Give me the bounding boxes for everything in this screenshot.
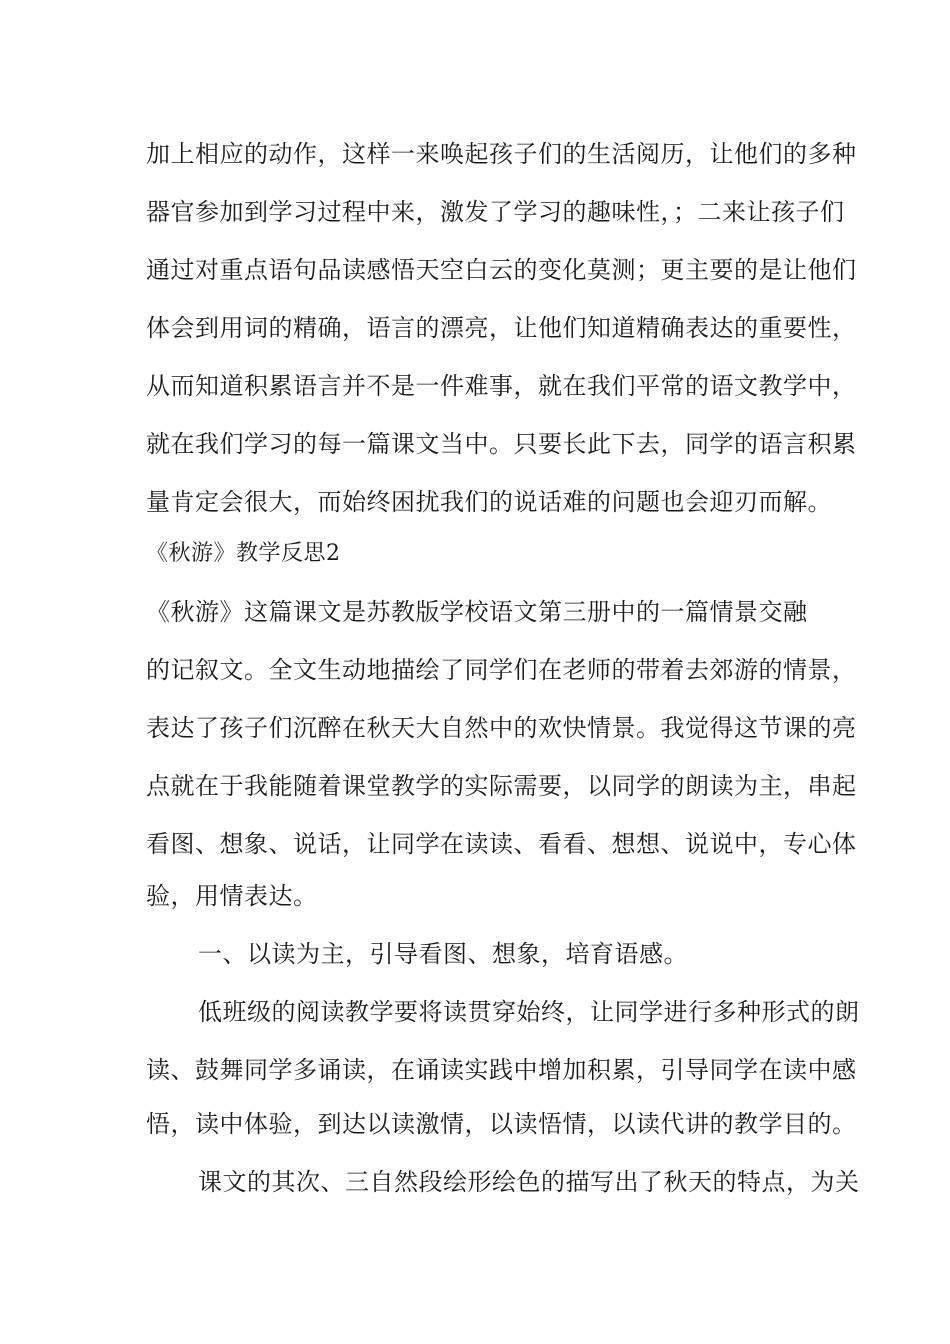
body-text-line: 量肯定会很大，而始终困扰我们的说话难的问题也会迎刃而解。: [146, 488, 832, 516]
section-heading: 《秋游》教学反思2: [146, 541, 341, 566]
body-text-line: 悟，读中体验，到达以读激情，以读悟情，以读代讲的教学目的。: [146, 1110, 857, 1138]
body-text-line: 加上相应的动作，这样一来唤起孩子们的生活阅历，让他们的多种: [146, 140, 857, 168]
body-text-line: 低班级的阅读教学要将读贯穿始终，让同学进行多种形式的朗: [198, 998, 860, 1026]
body-text-line: 看图、想象、说话，让同学在读读、看看、想想、说说中，专心体: [146, 830, 857, 858]
body-text-line: 表达了孩子们沉醉在秋天大自然中的欢快情景。我觉得这节课的亮: [146, 714, 857, 742]
subsection-heading: 一、以读为主，引导看图、想象，培育语感。: [198, 940, 688, 968]
body-text-line: 读、鼓舞同学多诵读，在诵读实践中增加积累，引导同学在读中感: [146, 1056, 857, 1084]
body-text-line: 体会到用词的精确，语言的漂亮，让他们知道精确表达的重要性，: [146, 314, 857, 342]
body-text-line: 点就在于我能随着课堂教学的实际需要，以同学的朗读为主，串起: [146, 772, 857, 800]
body-text-line: 《秋游》这篇课文是苏教版学校语文第三册中的一篇情景交融: [146, 598, 808, 626]
body-text-line: 课文的其次、三自然段绘形绘色的描写出了秋天的特点，为关: [198, 1168, 860, 1196]
body-text-line: 器官参加到学习过程中来，激发了学习的趣味性，；二来让孩子们: [146, 198, 845, 226]
body-text-line: 就在我们学习的每一篇课文当中。只要长此下去，同学的语言积累: [146, 430, 857, 458]
body-text-line: 从而知道积累语言并不是一件难事，就在我们平常的语文教学中，: [146, 372, 857, 400]
body-text-line: 通过对重点语句品读感悟天空白云的变化莫测；更主要的是让他们: [146, 256, 857, 284]
body-text-line: 验，用情表达。: [146, 882, 318, 910]
body-text-line: 的记叙文。全文生动地描绘了同学们在老师的带着去郊游的情景，: [146, 656, 857, 684]
